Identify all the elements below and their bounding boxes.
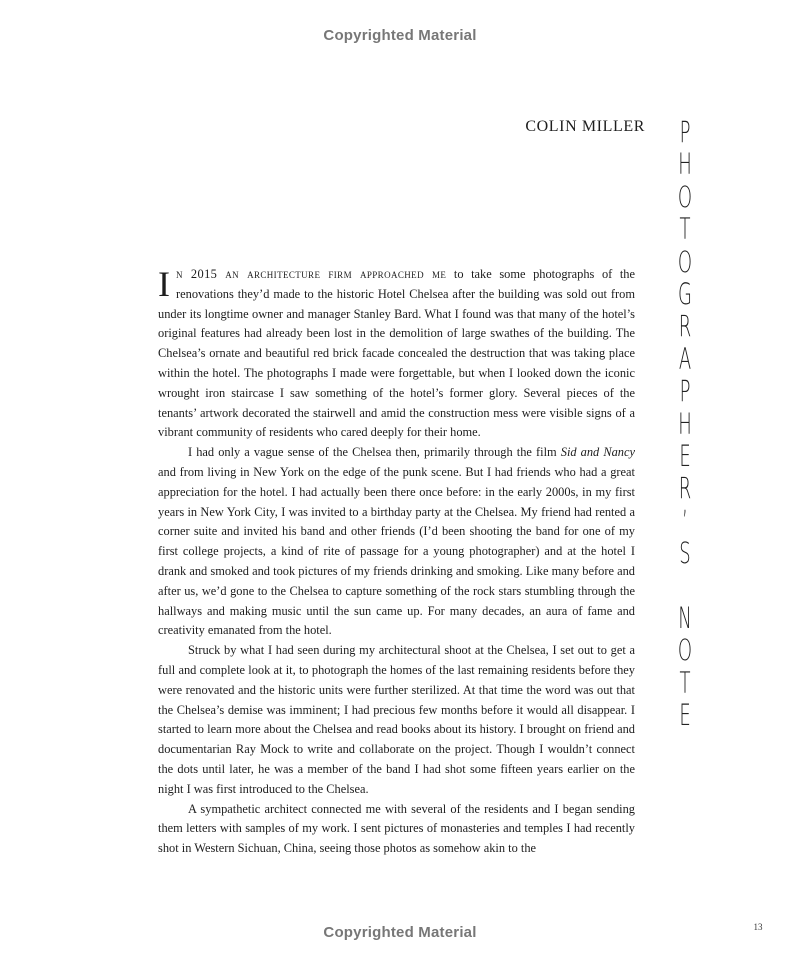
- page-number: 13: [753, 922, 763, 932]
- watermark-top: Copyrighted Material: [323, 27, 477, 44]
- title-letter: R: [678, 309, 692, 344]
- body-text: [158, 265, 635, 859]
- title-letter: O: [677, 244, 693, 279]
- film-title: Sid and Nancy: [560, 445, 635, 460]
- paragraph-2-text: and from living in New York on the edge of the punk scene. But I had friends who had a great appreciation for the hotel. I had actually been there once before: in the early 2000s, in my first years in New York City, I was invited to a birthday party at the Chelsea. My friend had rented a corner suite and invited his band and other friends (I’d been shooting the band for one of my first college projects, a kind of rite of passage for a young photographer) and at the hotel I drank and smoked and took pictures of my friends drinking and smoking. Like many before and after us, we’d gone to the Chelsea to capture something of the rock stars stumbling through the hallways and making music until the sun came up. For many decades, an aura of fame and creativity emanated from the hotel.: [158, 464, 635, 638]
- author-name: COLIN MILLER: [525, 118, 645, 135]
- title-letter: N: [678, 600, 692, 635]
- title-word-gap: [670, 569, 701, 601]
- paragraph-4: A sympathetic architect connected me with several of the residents and I began sending them letters with samples of my work. I sent pictures of monasteries and temples I had recently shot in Western Sichuan, China, seeing those photos as somehow akin to the: [158, 801, 635, 856]
- chapter-title-vertical: [660, 116, 710, 731]
- title-letter: H: [678, 147, 692, 182]
- paragraph-1-text: to take some photographs of the renovations they’d made to the historic Hotel Chelsea after the building was sold out from under its longtime owner and manager Stanley Bard. What I found was that many of the hotel’s original features had already been lost in the demolition of large swathes of the building. The Chelsea’s ornate and beautiful red brick facade concealed the destruction that was taking place within the hotel. The photographs I made were forgettable, but when I looked down the iconic wrought iron staircase I saw something of the hotel’s former glory. Several pieces of the tenants’ artwork decorated the stairwell and amid the construction mess were visible signs of a vibrant community of residents who cared deeply for their home.: [158, 267, 635, 440]
- paragraph-2-start: I had only a vague sense of the Chelsea then, primarily through the film: [188, 445, 561, 460]
- title-letter: S: [679, 536, 691, 571]
- watermark-bottom: Copyrighted Material: [323, 924, 477, 941]
- title-letter: T: [679, 212, 691, 247]
- drop-cap: I: [158, 264, 170, 304]
- title-letter: O: [677, 179, 693, 214]
- title-letter: P: [679, 115, 691, 149]
- paragraph-1: [158, 265, 635, 443]
- title-letter: R: [678, 471, 692, 506]
- title-letter: O: [677, 633, 693, 668]
- title-letter: P: [679, 374, 691, 409]
- title-letter: A: [678, 341, 692, 376]
- title-letter: T: [679, 665, 691, 700]
- lead-in-smallcaps: n 2015 an architecture firm approached me: [176, 267, 447, 281]
- title-letter: H: [678, 406, 692, 441]
- paragraph-3: Struck by what I had seen during my architectural shoot at the Chelsea, I set out to get a full and complete look at it, to photograph the homes of the last remaining residents before they were renovated and the historic units were further sterilized. At that time the word was out that the Chelsea’s demise was imminent; I had precious few months before it would all disappear. I started to learn more about the Chelsea and read books about its history. I brought on friend and documentarian Ray Mock to write and collaborate on the project. Though I wouldn’t connect the dots until later, he was a member of the band I had shot some fifteen years earlier on the night I was first introduced to the Chelsea.: [158, 643, 635, 796]
- title-letter: E: [679, 438, 691, 473]
- title-letter: ’: [682, 503, 688, 538]
- title-letter: G: [678, 276, 692, 311]
- title-letter: E: [679, 698, 691, 733]
- paragraph-2: [158, 443, 635, 641]
